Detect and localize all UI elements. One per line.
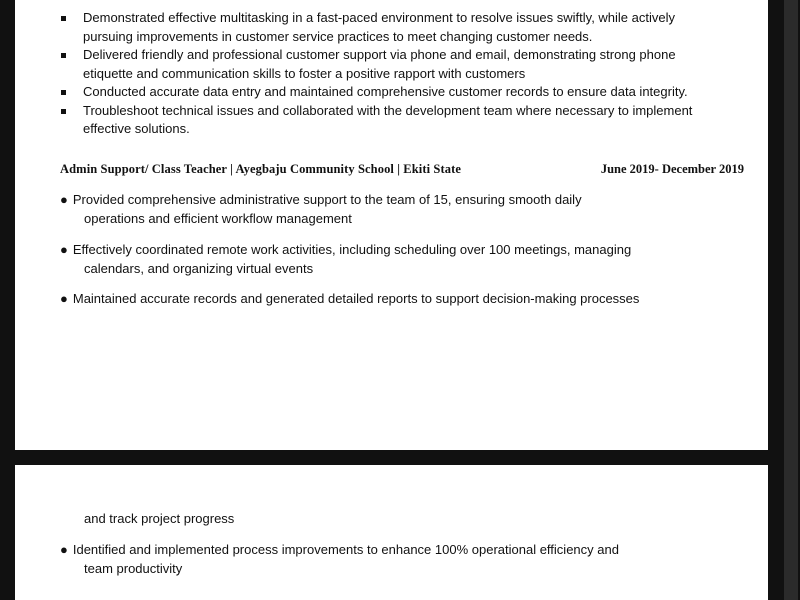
job-title: Admin Support/ Class Teacher | Ayegbaju Community School | Ekiti State xyxy=(60,162,461,176)
previous-job-bullet-list xyxy=(15,9,768,139)
job-dates: June 2019- December 2019 xyxy=(600,162,744,176)
vertical-scrollbar[interactable] xyxy=(784,0,798,600)
list-item: Demonstrated effective multitasking in a fast-paced environment to resolve issues swiftly, while actively pursuing improvements in customer service practices to meet changing customer needs. xyxy=(15,9,768,46)
job-heading-admin-support xyxy=(60,162,744,177)
square-bullet-icon xyxy=(61,109,66,114)
round-bullet-icon: ● xyxy=(60,542,68,557)
square-bullet-icon xyxy=(61,90,66,95)
list-item: Conducted accurate data entry and maintained comprehensive customer records to ensure data integrity. xyxy=(15,83,768,102)
list-item: ● Effectively coordinated remote work activities, including scheduling over 100 meetings, managing calendars, and organizing virtual events xyxy=(60,242,632,276)
round-bullet-icon: ● xyxy=(60,192,68,207)
resume-page-1 xyxy=(15,0,768,450)
list-item: Delivered friendly and professional customer support via phone and email, demonstrating strong phone etiquette and communication skills to foster a positive rapport with customers xyxy=(15,46,768,83)
list-item: ● Maintained accurate records and generated detailed reports to support decision-making processes xyxy=(60,291,640,306)
round-bullet-icon: ● xyxy=(60,291,68,306)
square-bullet-icon xyxy=(61,53,66,58)
continuation-text: and track project progress xyxy=(84,511,235,526)
square-bullet-icon xyxy=(61,16,66,21)
resume-page-2 xyxy=(15,465,768,600)
list-item: ● Identified and implemented process improvements to enhance 100% operational efficiency and team productivity xyxy=(60,542,619,576)
list-item: Troubleshoot technical issues and collaborated with the development team where necessary to implement effective solutions. xyxy=(15,102,768,139)
round-bullet-icon: ● xyxy=(60,242,68,257)
list-item: ● Provided comprehensive administrative support to the team of 15, ensuring smooth daily operations and efficient workflow management xyxy=(60,192,582,226)
